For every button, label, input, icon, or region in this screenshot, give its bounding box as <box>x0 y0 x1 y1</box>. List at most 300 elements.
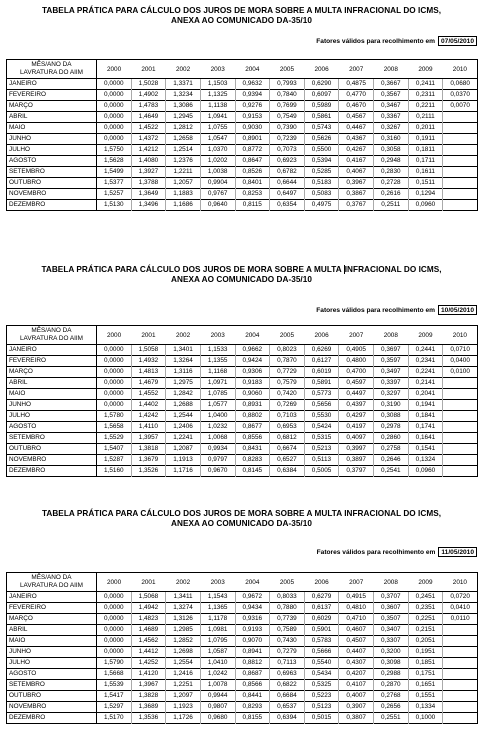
factor-cell: 1,4242 <box>131 411 166 422</box>
factor-cell: 1,5170 <box>97 713 132 724</box>
factor-cell: 0,4810 <box>339 603 374 614</box>
factor-cell: 1,0547 <box>200 134 235 145</box>
factor-cell: 0,9193 <box>235 625 270 636</box>
factor-cell: 0,3907 <box>339 702 374 713</box>
factor-cell: 1,4783 <box>131 101 166 112</box>
table-row <box>7 134 478 145</box>
factor-cell: 0,1000 <box>408 713 443 724</box>
factor-cell: 1,4823 <box>131 614 166 625</box>
factor-cell: 0,8293 <box>235 702 270 713</box>
month-cell: SETEMBRO <box>7 167 97 178</box>
factor-cell: 0,7420 <box>270 389 305 400</box>
month-year-header <box>7 573 97 592</box>
year-header: 2008 <box>374 573 409 592</box>
factor-cell: 1,0795 <box>200 636 235 647</box>
factor-cell: 0,6354 <box>270 200 305 211</box>
factor-cell: 1,0971 <box>200 378 235 389</box>
year-header: 2004 <box>235 60 270 79</box>
factor-cell: 0,9672 <box>235 592 270 603</box>
table-row <box>7 200 478 211</box>
factor-cell: 0,4770 <box>339 90 374 101</box>
section-title <box>0 505 483 529</box>
factor-cell <box>443 145 478 156</box>
month-cell: JANEIRO <box>7 79 97 90</box>
factor-cell: 0,8556 <box>235 433 270 444</box>
factor-cell: 1,2087 <box>166 444 201 455</box>
factor-cell: 0,8687 <box>235 669 270 680</box>
factor-cell: 1,0941 <box>200 112 235 123</box>
factor-cell: 0,6923 <box>270 156 305 167</box>
factor-cell: 0,2011 <box>408 123 443 134</box>
factor-cell: 0,0000 <box>97 101 132 112</box>
factor-cell: 0,4497 <box>339 389 374 400</box>
factor-cell: 1,4942 <box>131 603 166 614</box>
factor-cell: 1,5407 <box>97 444 132 455</box>
factor-cell: 0,5500 <box>304 145 339 156</box>
factor-cell: 1,1913 <box>166 455 201 466</box>
factor-cell: 1,4402 <box>131 400 166 411</box>
factor-cell: 0,3467 <box>374 101 409 112</box>
factor-cell: 0,7113 <box>270 658 305 669</box>
factor-cell: 0,3058 <box>374 145 409 156</box>
factor-cell: 0,6279 <box>304 592 339 603</box>
month-cell: FEVEREIRO <box>7 90 97 101</box>
year-header: 2008 <box>374 326 409 345</box>
factor-cell: 1,5160 <box>97 466 132 477</box>
month-cell: OUTUBRO <box>7 178 97 189</box>
factor-cell: 1,4902 <box>131 90 166 101</box>
factor-cell: 0,4875 <box>339 79 374 90</box>
factor-cell: 0,1711 <box>408 156 443 167</box>
table-row <box>7 400 478 411</box>
factor-cell: 1,3086 <box>166 101 201 112</box>
factor-cell: 0,3307 <box>374 636 409 647</box>
month-cell: AGOSTO <box>7 422 97 433</box>
factor-cell: 1,5130 <box>97 200 132 211</box>
factor-cell: 0,3797 <box>339 466 374 477</box>
factor-cell: 0,1511 <box>408 178 443 189</box>
year-header: 2009 <box>408 326 443 345</box>
year-header: 2000 <box>97 60 132 79</box>
validity-row <box>317 547 477 557</box>
factor-cell: 0,9306 <box>235 367 270 378</box>
factor-cell: 0,6019 <box>304 367 339 378</box>
title-line-1-part-a: TABELA PRÁTICA PARA CÁLCULO DOS JUROS DE MORA SOBRE A MULTA <box>41 265 344 275</box>
factor-cell: 0,3367 <box>374 112 409 123</box>
factor-cell: 0,7579 <box>270 378 305 389</box>
month-cell: JANEIRO <box>7 345 97 356</box>
factor-cell <box>443 134 478 145</box>
factor-cell: 0,7549 <box>270 112 305 123</box>
factor-cell: 1,3371 <box>166 79 201 90</box>
factor-cell: 0,8431 <box>235 444 270 455</box>
factor-cell <box>443 625 478 636</box>
year-header: 2004 <box>235 573 270 592</box>
factor-cell: 0,3088 <box>374 411 409 422</box>
factor-cell: 1,5529 <box>97 433 132 444</box>
factor-cell: 0,2311 <box>408 90 443 101</box>
factor-cell: 0,4905 <box>339 345 374 356</box>
factor-cell <box>443 691 478 702</box>
year-header: 2005 <box>270 573 305 592</box>
factor-cell: 0,7073 <box>270 145 305 156</box>
factor-cell: 0,3767 <box>339 200 374 211</box>
factor-cell: 0,2830 <box>374 167 409 178</box>
factor-cell: 1,0370 <box>200 145 235 156</box>
factor-cell: 0,0720 <box>443 592 478 603</box>
factor-cell: 0,5540 <box>304 658 339 669</box>
factor-cell: 0,5394 <box>304 156 339 167</box>
factor-cell: 1,1923 <box>166 702 201 713</box>
factor-cell: 0,2341 <box>408 356 443 367</box>
factor-cell: 0,0000 <box>97 112 132 123</box>
validity-row <box>316 305 477 315</box>
factor-cell: 1,3116 <box>166 367 201 378</box>
year-header: 2000 <box>97 326 132 345</box>
year-header: 2006 <box>304 60 339 79</box>
factor-cell: 0,2656 <box>374 702 409 713</box>
table-row <box>7 378 478 389</box>
validity-label: Fatores válidos para recolhimento em <box>316 306 435 314</box>
factor-cell: 0,8033 <box>270 592 305 603</box>
factor-cell: 0,6537 <box>270 702 305 713</box>
factor-cell: 0,2251 <box>408 614 443 625</box>
factor-cell: 0,9662 <box>235 345 270 356</box>
factor-cell: 0,0000 <box>97 123 132 134</box>
factor-cell: 0,0110 <box>443 614 478 625</box>
factor-cell: 1,3496 <box>131 200 166 211</box>
factor-cell: 1,2406 <box>166 422 201 433</box>
factor-cell: 0,9640 <box>200 200 235 211</box>
factor-cell: 1,0410 <box>200 658 235 669</box>
factor-cell: 0,2141 <box>408 378 443 389</box>
factor-cell: 0,8677 <box>235 422 270 433</box>
factor-cell: 0,6097 <box>304 90 339 101</box>
factor-cell: 1,1686 <box>166 200 201 211</box>
factor-cell: 1,5668 <box>97 669 132 680</box>
factor-cell: 1,3274 <box>166 603 201 614</box>
month-cell: OUTUBRO <box>7 444 97 455</box>
factor-cell: 0,1541 <box>408 444 443 455</box>
factor-cell <box>443 123 478 134</box>
table-row <box>7 389 478 400</box>
factor-cell: 0,2041 <box>408 389 443 400</box>
factor-table-section-2 <box>0 259 483 474</box>
factor-cell: 0,5783 <box>304 636 339 647</box>
factor-cell: 0,4467 <box>339 123 374 134</box>
factor-cell: 1,4679 <box>131 378 166 389</box>
factor-cell: 1,5499 <box>97 167 132 178</box>
factor-cell: 1,0078 <box>200 680 235 691</box>
month-cell: JUNHO <box>7 134 97 145</box>
factor-cell: 0,9904 <box>200 178 235 189</box>
month-cell: MAIO <box>7 389 97 400</box>
header-row <box>7 326 478 345</box>
factor-cell: 0,0000 <box>97 367 132 378</box>
factor-cell: 1,2698 <box>166 647 201 658</box>
factor-cell: 0,3160 <box>374 134 409 145</box>
factor-cell: 0,9070 <box>235 636 270 647</box>
factor-cell: 0,0000 <box>97 134 132 145</box>
factor-cell: 0,1941 <box>408 400 443 411</box>
factor-cell: 1,1726 <box>166 713 201 724</box>
factor-cell: 0,7239 <box>270 134 305 145</box>
factor-cell: 0,2151 <box>408 625 443 636</box>
factor-cell: 1,0038 <box>200 167 235 178</box>
factor-cell: 0,3397 <box>374 378 409 389</box>
factor-cell: 0,5183 <box>304 178 339 189</box>
header-label-line-2: LAVRATURA DO AIIM <box>20 582 83 589</box>
factor-cell: 0,9316 <box>235 614 270 625</box>
factor-cell <box>443 400 478 411</box>
factor-cell: 0,7269 <box>270 400 305 411</box>
factor-cell: 0,6384 <box>270 466 305 477</box>
table-row <box>7 669 478 680</box>
factor-cell: 1,1138 <box>200 101 235 112</box>
factor-cell: 1,0242 <box>200 669 235 680</box>
factor-cell: 0,3667 <box>374 79 409 90</box>
factor-cell: 1,0587 <box>200 647 235 658</box>
factor-cell <box>443 702 478 713</box>
factor-cell: 0,0000 <box>97 625 132 636</box>
factor-cell: 1,5658 <box>97 422 132 433</box>
factor-cell: 0,3967 <box>339 178 374 189</box>
factor-cell: 0,5530 <box>304 411 339 422</box>
factor-cell: 0,3200 <box>374 647 409 658</box>
factor-cell: 0,0000 <box>97 356 132 367</box>
month-cell: MARÇO <box>7 101 97 112</box>
month-cell: NOVEMBRO <box>7 455 97 466</box>
factor-cell: 0,6822 <box>270 680 305 691</box>
table-row <box>7 702 478 713</box>
factor-cell: 0,8901 <box>235 134 270 145</box>
factor-cell: 0,0000 <box>97 603 132 614</box>
factor-cell: 1,2097 <box>166 691 201 702</box>
factor-cell: 0,1334 <box>408 702 443 713</box>
month-cell: MARÇO <box>7 367 97 378</box>
factor-cell: 0,4297 <box>339 411 374 422</box>
factor-cell: 0,1611 <box>408 167 443 178</box>
factor-cell: 0,0710 <box>443 345 478 356</box>
factor-cell: 0,9797 <box>200 455 235 466</box>
table-row <box>7 614 478 625</box>
factor-cell: 0,7103 <box>270 411 305 422</box>
month-cell: ABRIL <box>7 112 97 123</box>
factor-cell: 1,2554 <box>166 658 201 669</box>
factor-cell: 0,3098 <box>374 658 409 669</box>
year-header: 2009 <box>408 573 443 592</box>
factor-cell: 1,4120 <box>131 669 166 680</box>
header-label-line-1: MÊS/ANO DA <box>31 327 72 334</box>
factor-cell: 0,9276 <box>235 101 270 112</box>
factor-cell: 1,5628 <box>97 156 132 167</box>
factor-cell: 1,3818 <box>131 444 166 455</box>
title-line-2: ANEXA AO COMUNICADO DA-35/10 <box>171 16 312 25</box>
factor-cell <box>443 411 478 422</box>
year-header: 2001 <box>131 326 166 345</box>
factor-cell: 0,1851 <box>408 658 443 669</box>
factor-cell: 0,5424 <box>304 422 339 433</box>
factor-cell: 1,0232 <box>200 422 235 433</box>
title-line-1: TABELA PRÁTICA PARA CÁLCULO DOS JUROS DE MORA SOBRE A MULTA INFRACIONAL DO ICMS, <box>41 6 442 15</box>
month-cell: SETEMBRO <box>7 680 97 691</box>
factor-cell: 0,6953 <box>270 422 305 433</box>
factor-cell: 0,4567 <box>339 112 374 123</box>
factor-cell: 1,4412 <box>131 647 166 658</box>
factor-cell: 0,8647 <box>235 156 270 167</box>
year-header: 2010 <box>443 573 478 592</box>
factor-cell: 0,4407 <box>339 647 374 658</box>
title-line-1-part-b: INFRACIONAL DO ICMS, <box>344 265 442 275</box>
factor-cell: 0,1751 <box>408 669 443 680</box>
factor-cell: 0,8802 <box>235 411 270 422</box>
factor-cell: 1,4110 <box>131 422 166 433</box>
validity-label: Fatores válidos para recolhimento em <box>316 37 435 45</box>
factor-cell: 0,5434 <box>304 669 339 680</box>
factor-cell: 1,2251 <box>166 680 201 691</box>
factor-table <box>6 325 478 477</box>
factor-cell: 0,7739 <box>270 614 305 625</box>
month-cell: JUNHO <box>7 400 97 411</box>
table-row <box>7 101 478 112</box>
year-header: 2008 <box>374 60 409 79</box>
factor-cell: 0,5861 <box>304 112 339 123</box>
factor-cell: 0,5901 <box>304 625 339 636</box>
factor-cell: 0,5315 <box>304 433 339 444</box>
factor-cell: 0,0000 <box>97 592 132 603</box>
factor-cell: 0,4267 <box>339 145 374 156</box>
factor-cell: 0,2768 <box>374 691 409 702</box>
factor-cell: 0,7430 <box>270 636 305 647</box>
factor-cell: 0,8023 <box>270 345 305 356</box>
month-cell: JULHO <box>7 145 97 156</box>
factor-cell: 0,5223 <box>304 691 339 702</box>
factor-cell: 1,5068 <box>131 592 166 603</box>
factor-cell: 0,6963 <box>270 669 305 680</box>
year-header: 2003 <box>200 573 235 592</box>
month-year-header <box>7 326 97 345</box>
factor-cell: 0,4597 <box>339 378 374 389</box>
month-cell: JULHO <box>7 658 97 669</box>
month-cell: AGOSTO <box>7 669 97 680</box>
title-line-1 <box>0 265 483 275</box>
factor-cell: 1,5780 <box>97 411 132 422</box>
header-row <box>7 573 478 592</box>
section-title <box>0 0 483 26</box>
factor-cell: 0,2758 <box>374 444 409 455</box>
factor-cell: 1,2688 <box>166 400 201 411</box>
factor-cell: 0,5666 <box>304 647 339 658</box>
factor-cell: 1,3689 <box>131 702 166 713</box>
factor-cell: 1,2812 <box>166 123 201 134</box>
month-cell: FEVEREIRO <box>7 603 97 614</box>
factor-cell: 0,9183 <box>235 378 270 389</box>
factor-cell: 0,9434 <box>235 603 270 614</box>
validity-label: Fatores válidos para recolhimento em <box>316 548 436 556</box>
factor-cell: 0,3407 <box>374 625 409 636</box>
factor-cell: 0,6812 <box>270 433 305 444</box>
factor-cell: 0,4700 <box>339 367 374 378</box>
factor-cell: 1,2416 <box>166 669 201 680</box>
month-cell: DEZEMBRO <box>7 466 97 477</box>
factor-cell: 0,4800 <box>339 356 374 367</box>
factor-cell: 0,0000 <box>97 90 132 101</box>
table-row <box>7 625 478 636</box>
factor-cell: 0,2646 <box>374 455 409 466</box>
factor-table-section-3 <box>0 505 483 721</box>
year-header: 2000 <box>97 573 132 592</box>
factor-cell: 0,9394 <box>235 90 270 101</box>
factor-cell: 0,6684 <box>270 691 305 702</box>
factor-cell: 0,0000 <box>97 400 132 411</box>
table-row <box>7 466 478 477</box>
factor-cell: 0,1841 <box>408 411 443 422</box>
year-header: 2002 <box>166 573 201 592</box>
year-header: 2002 <box>166 60 201 79</box>
table-row <box>7 345 478 356</box>
factor-cell: 0,9680 <box>200 713 235 724</box>
factor-cell: 0,0400 <box>443 356 478 367</box>
factor-cell: 1,2658 <box>166 134 201 145</box>
factor-cell: 0,2411 <box>408 79 443 90</box>
factor-cell: 1,2852 <box>166 636 201 647</box>
factor-cell <box>443 433 478 444</box>
table-row <box>7 123 478 134</box>
validity-date: 07/05/2010 <box>438 36 477 46</box>
factor-cell: 0,2978 <box>374 422 409 433</box>
factor-cell: 0,3190 <box>374 400 409 411</box>
factor-cell: 1,2376 <box>166 156 201 167</box>
year-header: 2005 <box>270 326 305 345</box>
factor-cell: 0,2511 <box>374 200 409 211</box>
factor-cell: 0,4975 <box>304 200 339 211</box>
factor-cell: 1,4689 <box>131 625 166 636</box>
factor-cell: 0,0000 <box>97 378 132 389</box>
header-row <box>7 60 478 79</box>
title-line-1: TABELA PRÁTICA PARA CÁLCULO DOS JUROS DE MORA SOBRE A MULTA INFRACIONAL DO ICMS, <box>41 509 442 518</box>
factor-cell: 1,3526 <box>131 466 166 477</box>
factor-cell: 0,3707 <box>374 592 409 603</box>
factor-cell: 0,2211 <box>408 101 443 112</box>
factor-cell: 0,9424 <box>235 356 270 367</box>
year-header: 2007 <box>339 326 374 345</box>
factor-cell: 0,4607 <box>339 625 374 636</box>
factor-cell: 0,6674 <box>270 444 305 455</box>
section-title <box>0 259 483 285</box>
factor-cell <box>443 156 478 167</box>
factor-cell: 0,2551 <box>374 713 409 724</box>
factor-cell: 0,5005 <box>304 466 339 477</box>
factor-cell: 0,1651 <box>408 680 443 691</box>
factor-table <box>6 572 478 724</box>
table-row <box>7 189 478 200</box>
factor-cell: 0,4307 <box>339 658 374 669</box>
factor-cell: 1,3411 <box>166 592 201 603</box>
month-cell: MAIO <box>7 636 97 647</box>
factor-cell: 0,8772 <box>235 145 270 156</box>
factor-cell: 1,4080 <box>131 156 166 167</box>
year-header: 2007 <box>339 60 374 79</box>
factor-cell: 1,4562 <box>131 636 166 647</box>
factor-cell: 1,2544 <box>166 411 201 422</box>
factor-cell: 0,0100 <box>443 367 478 378</box>
factor-cell: 0,9934 <box>200 444 235 455</box>
factor-cell: 0,4167 <box>339 156 374 167</box>
factor-cell <box>443 389 478 400</box>
factor-cell: 0,2728 <box>374 178 409 189</box>
month-cell: NOVEMBRO <box>7 702 97 713</box>
factor-cell: 1,2057 <box>166 178 201 189</box>
